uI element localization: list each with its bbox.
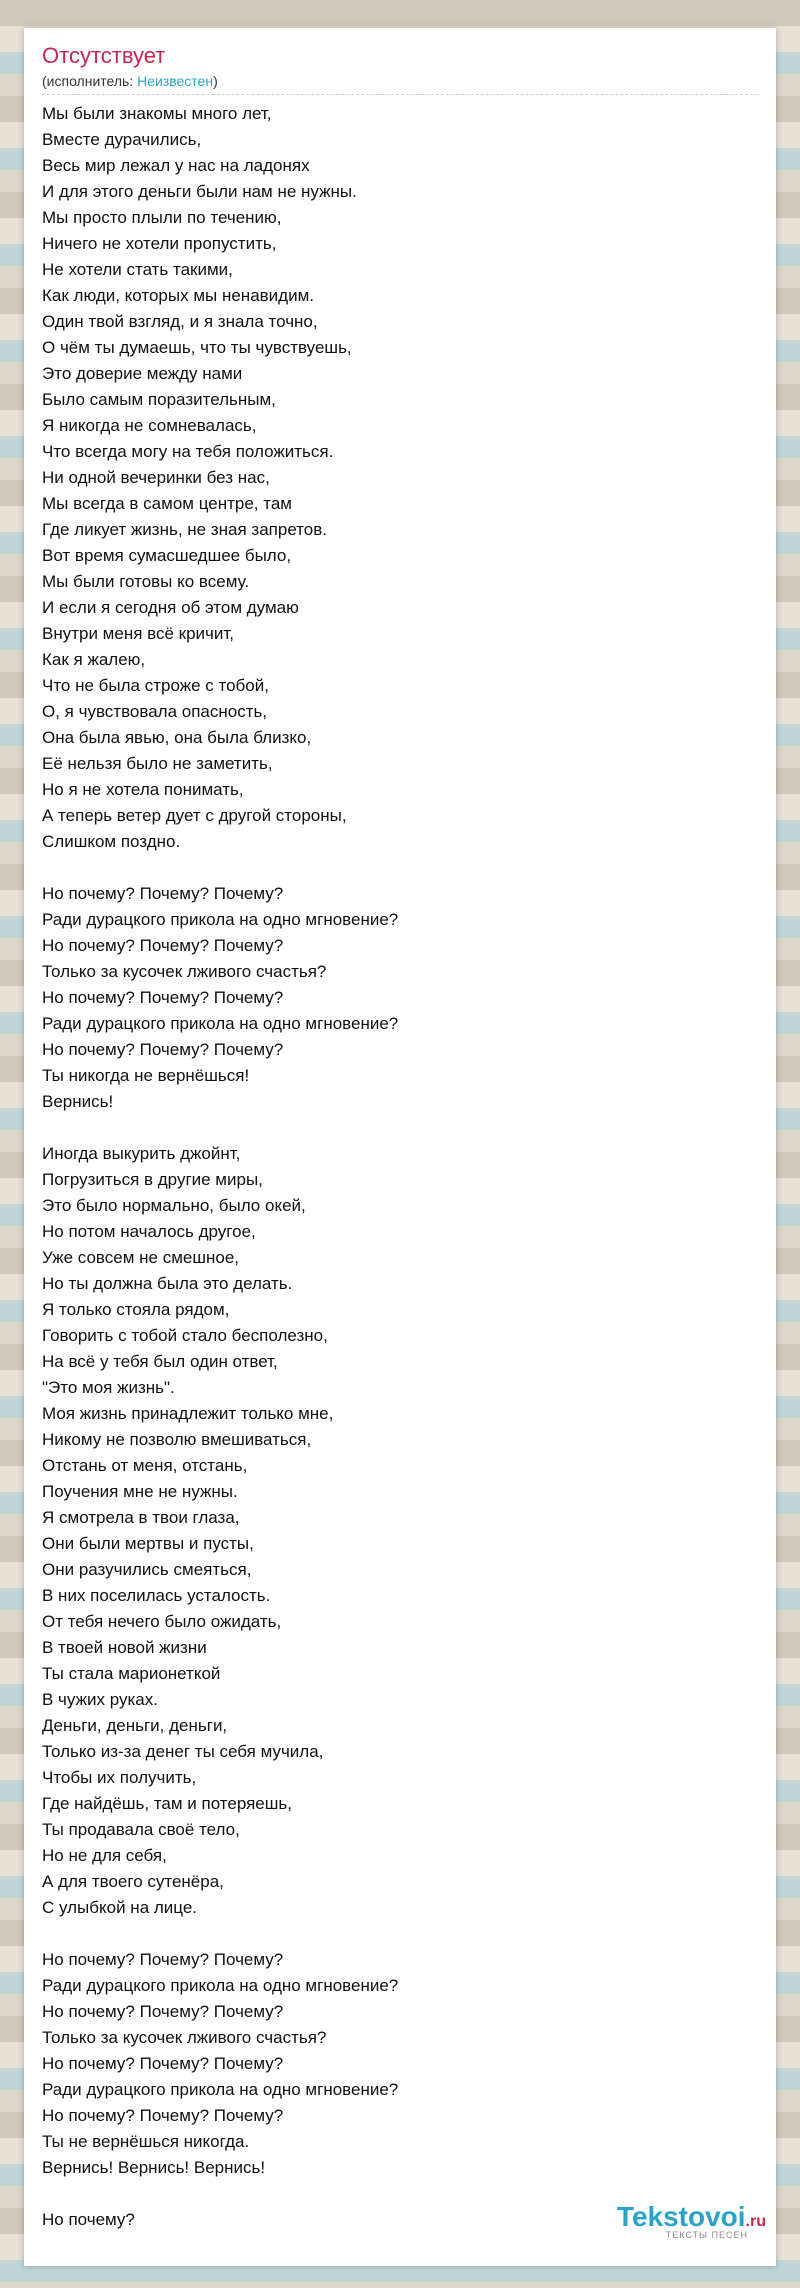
lyric-line: Но почему? Почему? Почему? <box>42 936 284 955</box>
lyric-line: Они разучились смеяться, <box>42 1560 252 1579</box>
lyric-line: О, я чувствовала опасность, <box>42 702 268 721</box>
lyric-line: Ты никогда не вернёшься! <box>42 1066 250 1085</box>
lyric-line: Ни одной вечеринки без нас, <box>42 468 270 487</box>
lyrics-card <box>24 28 776 2266</box>
lyric-line: Моя жизнь принадлежит только мне, <box>42 1404 334 1423</box>
lyric-line: Где найдёшь, там и потеряешь, <box>42 1794 292 1813</box>
lyric-line: Вместе дурачились, <box>42 130 202 149</box>
lyric-line: И если я сегодня об этом думаю <box>42 598 299 617</box>
lyric-line: Но почему? <box>42 2210 135 2229</box>
lyric-line: С улыбкой на лице. <box>42 1898 198 1917</box>
lyric-line: А теперь ветер дует с другой стороны, <box>42 806 347 825</box>
lyric-line: Но ты должна была это делать. <box>42 1274 293 1293</box>
lyric-line: Мы просто плыли по течению, <box>42 208 282 227</box>
lyric-line: Её нельзя было не заметить, <box>42 754 273 773</box>
lyric-line: В чужих руках. <box>42 1690 158 1709</box>
artist-line <box>42 72 758 95</box>
lyric-line: Погрузиться в другие миры, <box>42 1170 263 1189</box>
lyric-line: Ты стала марионеткой <box>42 1664 221 1683</box>
stanza-gap <box>42 1921 758 1947</box>
lyric-line: Деньги, деньги, деньги, <box>42 1716 228 1735</box>
lyric-line: Ты не вернёшься никогда. <box>42 2132 250 2151</box>
lyric-line: Мы были знакомы много лет, <box>42 104 272 123</box>
lyric-line: Слишком поздно. <box>42 832 181 851</box>
lyric-line: Иногда выкурить джойнт, <box>42 1144 241 1163</box>
lyrics-body <box>42 101 758 2233</box>
lyric-line: Было самым поразительным, <box>42 390 276 409</box>
song-title: Отсутствует <box>42 43 166 68</box>
lyric-line: Уже совсем не смешное, <box>42 1248 240 1267</box>
lyric-line: Я смотрела в твои глаза, <box>42 1508 240 1527</box>
lyric-line: Но почему? Почему? Почему? <box>42 1040 284 1059</box>
lyric-line: Но почему? Почему? Почему? <box>42 988 284 1007</box>
lyric-line: Вернись! <box>42 1092 114 1111</box>
lyric-line: Как я жалею, <box>42 650 146 669</box>
lyric-line: Ничего не хотели пропустить, <box>42 234 277 253</box>
artist-suffix: ) <box>213 73 218 89</box>
lyric-line: Мы всегда в самом центре, там <box>42 494 292 513</box>
lyric-line: Ради дурацкого прикола на одно мгновение? <box>42 1014 399 1033</box>
lyric-line: Но почему? Почему? Почему? <box>42 2002 284 2021</box>
stanza-gap <box>42 855 758 881</box>
lyric-line: Ради дурацкого прикола на одно мгновение? <box>42 910 399 929</box>
lyric-line: Но почему? Почему? Почему? <box>42 2054 284 2073</box>
lyric-line: В твоей новой жизни <box>42 1638 207 1657</box>
lyric-line: Что не была строже с тобой, <box>42 676 269 695</box>
lyric-line: От тебя нечего было ожидать, <box>42 1612 282 1631</box>
artist-prefix: (исполнитель: <box>42 73 138 89</box>
logo-tagline: ТЕКСТЫ ПЕСЕН <box>665 2230 748 2240</box>
lyric-line: Но не для себя, <box>42 1846 167 1865</box>
lyric-line: И для этого деньги были нам не нужны. <box>42 182 357 201</box>
lyric-line: Ради дурацкого прикола на одно мгновение? <box>42 2080 399 2099</box>
lyric-line: Чтобы их получить, <box>42 1768 197 1787</box>
lyric-line: Мы были готовы ко всему. <box>42 572 250 591</box>
lyric-line: А для твоего сутенёра, <box>42 1872 224 1891</box>
lyric-line: Это было нормально, было окей, <box>42 1196 306 1215</box>
lyric-line: Внутри меня всё кричит, <box>42 624 235 643</box>
lyric-line: Не хотели стать такими, <box>42 260 233 279</box>
lyric-line: Только за кусочек лживого счастья? <box>42 962 327 981</box>
lyric-line: Весь мир лежал у нас на ладонях <box>42 156 310 175</box>
lyric-line: Я никогда не сомневалась, <box>42 416 257 435</box>
artist-link[interactable]: Неизвестен <box>137 73 214 89</box>
lyric-line: О чём ты думаешь, что ты чувствуешь, <box>42 338 352 357</box>
stanza-gap <box>42 1115 758 1141</box>
lyric-line: Что всегда могу на тебя положиться. <box>42 442 334 461</box>
lyric-line: Никому не позволю вмешиваться, <box>42 1430 312 1449</box>
lyric-line: Говорить с тобой стало бесполезно, <box>42 1326 328 1345</box>
lyric-line: Вернись! Вернись! Вернись! <box>42 2158 266 2177</box>
lyric-line: Ради дурацкого прикола на одно мгновение? <box>42 1976 399 1995</box>
lyric-line: Один твой взгляд, и я знала точно, <box>42 312 318 331</box>
site-logo[interactable] <box>617 2202 766 2240</box>
lyric-line: Вот время сумасшедшее было, <box>42 546 292 565</box>
lyric-line: Где ликует жизнь, не зная запретов. <box>42 520 328 539</box>
lyric-line: Только за кусочек лживого счастья? <box>42 2028 327 2047</box>
lyric-line: Но я не хотела понимать, <box>42 780 244 799</box>
lyric-line: Но почему? Почему? Почему? <box>42 884 284 903</box>
lyric-line: На всё у тебя был один ответ, <box>42 1352 278 1371</box>
lyric-line: Но потом началось другое, <box>42 1222 256 1241</box>
lyric-line: Они были мертвы и пусты, <box>42 1534 254 1553</box>
lyric-line: Но почему? Почему? Почему? <box>42 2106 284 2125</box>
lyric-line: Но почему? Почему? Почему? <box>42 1950 284 1969</box>
lyric-line: Ты продавала своё тело, <box>42 1820 240 1839</box>
lyric-line: Я только стояла рядом, <box>42 1300 230 1319</box>
lyric-line: "Это моя жизнь". <box>42 1378 175 1397</box>
logo-wordmark: Tekstovoi <box>616 2201 746 2232</box>
logo-tld: .ru <box>745 2213 766 2230</box>
lyric-line: Поучения мне не нужны. <box>42 1482 238 1501</box>
lyric-line: Она была явью, она была близко, <box>42 728 312 747</box>
lyric-line: В них поселилась усталость. <box>42 1586 271 1605</box>
lyric-line: Отстань от меня, отстань, <box>42 1456 248 1475</box>
lyric-line: Это доверие между нами <box>42 364 243 383</box>
lyric-line: Только из-за денег ты себя мучила, <box>42 1742 324 1761</box>
lyric-line: Как люди, которых мы ненавидим. <box>42 286 314 305</box>
